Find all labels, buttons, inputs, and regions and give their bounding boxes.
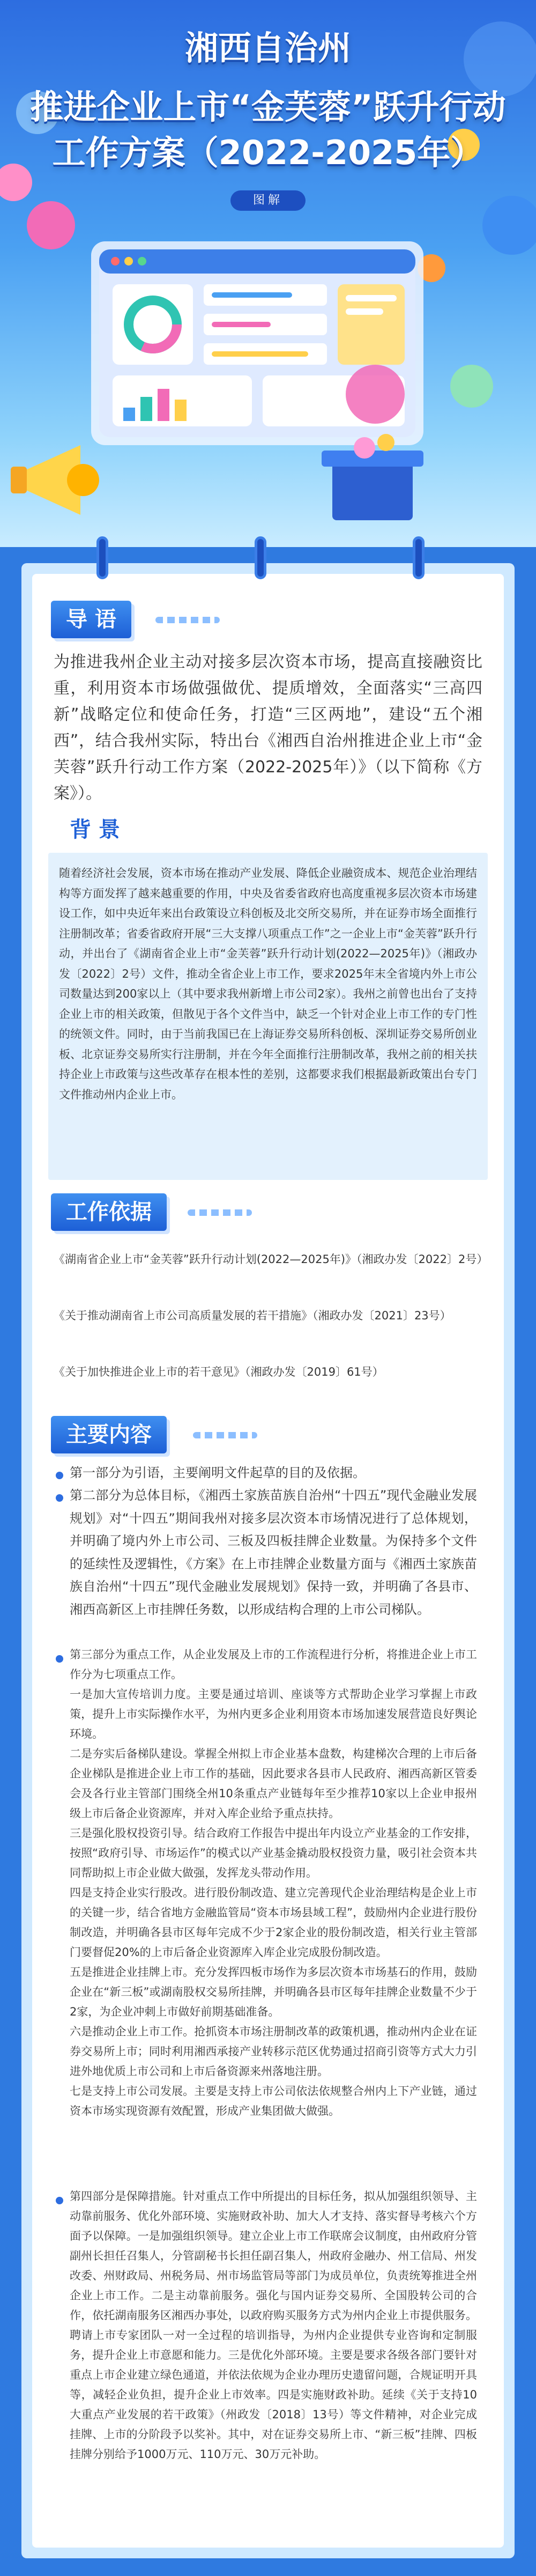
basis-item: 《关于加快推进企业上市的若干意见》（湘政办发〔2019〕61号） [54, 1365, 384, 1378]
background-paragraph: 随着经济社会发展，资本市场在推动产业发展、降低企业融资成本、规范企业治理结构等方面发挥了越来越重要的作用，中央及省委省政府也高度重视多层次资本市场建设工作，如中央近年来出台政策设立科创板及北交所交易所，并在证券市场全面推行注册制改革；省委省政府开展“三大支撑八项重点工作”之一企业上市“金芙蓉”跃升行动，并出台了《湖南省企业上市“金芙蓉”跃升行动计划(2022—2025年)》（湘政办发〔2022〕2号）文件，推动全省企业上市工作，要求2025年末全省境内外上市公司数量达到200家以上（其中要求我州新增上市公司2家）。我州之前曾也出台了支持企业上市的相关政策，但散见于各个文件当中，缺乏一个针对企业上市工作的专门性的统领文件。同时，由于当前我国已在上海证券交易所科创板、深圳证券交易所创业板、北京证券交易所实行注册制，并在今年全面推行注册制改革，我州之前的相关扶持企业上市政策与这些改革存在根本性的差别，这都要求我们根据最新政策出台专门文件推动州内企业上市。 [59, 867, 477, 1101]
binder-ring [96, 536, 108, 579]
title-line-1: 湘西自治州 [184, 28, 351, 68]
background-heading-wrap [70, 813, 150, 845]
dots-decoration [193, 1432, 257, 1438]
binder-ring [413, 536, 425, 579]
main-item: 第三部分为重点工作，从企业发展及上市的工作流程进行分析，将推进企业上市工作分为七项重点工作。 一是加大宣传培训力度。主要是通过培训、座谈等方式帮助企业学习掌握上市政策，提升上市实际操作水平，为州内更多企业利用资本市场加速发展营造良好舆论环境。 二是夯实后备梯队建设。掌握全州拟上市企业基本盘数，构建梯次合理的上市后备企业梯队是推进企业上市工作的基础，因此要求各县市人民政府、湘西高新区管委会及各行业主管部门围绕全州10条重点产业链每年至少推荐10家以上企业申报州级上市后备企业资源库，并对入库企业给予重点扶持。 三是强化股权投资引导。结合政府工作报告中提出年内设立产业基金的工作安排，按照“政府引导、市场运作”的模式以产业基金撬动股权投资力量，吸引社会资本共同帮助拟上市企业做大做强，发挥龙头带动作用。 四是支持企业实行股改。进行股份制改造、建立完善现代企业治理结构是企业上市的关键一步，结合省地方金融监管局“资本市场县域工程”，鼓励州内企业进行股份制改造，并明确各县市区每年完成不少于2家企业的股份制改造，相关行业主管部门要督促20%的上市后备企业资源库入库企业完成股份制改造。 五是推进企业挂牌上市。充分发挥四板市场作为多层次资本市场基石的作用，鼓励企业在“新三板”或湖南股权交易所挂牌，并明确各县市区每年挂牌企业数量不少于2家，为企业冲刺上市做好前期基础准备。 六是推动企业上市工作。抢抓资本市场注册制改革的政策机遇，推动州内企业在证券交易所上市；同时利用湘西承接产业转移示范区优势通过招商引资等方式大力引进外地优质上市公司和上市后备资源来州落地注册。 七是支持上市公司发展。主要是支持上市公司依法依规整合州内上下产业链，通过资本市场实现资源有效配置，形成产业集团做大做强。 [70, 1648, 477, 2117]
main-item: 第四部分是保障措施。针对重点工作中所提出的目标任务，拟从加强组织领导、主动靠前服务、优化外部环境、实施财政补助、加大人才支持、落实督导考核六个方面予以保障。一是加强组织领导。建立企业上市工作联席会议制度，由州政府分管副州长担任召集人，分管副秘书长担任副召集人，州政府金融办、州工信局、州发改委、州财政局、州税务局、州市场监管局等部门为成员单位，负责统筹推进全州企业上市工作。二是主动靠前服务。强化与国内证券交易所、全国股转公司的合作，依托湖南服务区湘西办事处，以政府购买服务方式为州内企业上市提供服务。聘请上市专家团队一对一全过程的培训指导，为州内企业提供专业咨询和定制服务，提升企业上市意愿和能力。三是优化外部环境。主要是要求各级各部门要针对重点上市企业建立绿色通道，并依法依规为企业办理历史遗留问题，合规证明开具等，减轻企业负担，提升企业上市效率。四是实施财政补助。延续《关于支持10大重点产业发展的若干政策》（州政发〔2018〕13号）等文件精神，对企业完成挂牌、上市的分阶段予以奖补。其中，对在证券交易所上市、“新三板”挂牌、四板挂牌分别给予1000万元、110万元、30万元补助。 [70, 2190, 477, 2461]
main-item: 第一部分为引语，主要阐明文件起草的目的及依据。 [70, 1465, 366, 1480]
main-item: 第二部分为总体目标，《湘西土家族苗族自治州“十四五”现代金融业发展规划》对“十四五”期间我州对接多层次资本市场情况进行了总体规划，并明确了境内外上市公司、三板及四板挂牌企业数量。为保持多个文件的延续性及逻辑性，《方案》在上市挂牌企业数量方面与《湘西土家族苗族自治州“十四五”现代金融业发展规划》保持一致，并明确了各县市、湘西高新区上市挂牌任务数，以形成结构合理的上市公司梯队。 [70, 1488, 477, 1617]
gift-box-graphic [322, 434, 423, 520]
basis-item: 《关于推动湖南省上市公司高质量发展的若干措施》（湘政办发〔2021〕23号） [54, 1309, 451, 1322]
background-heading: 背 景 [70, 817, 120, 842]
graphic-badge: 图解 [230, 190, 306, 211]
binder-ring [255, 536, 266, 579]
title-line-3: 工作方案（2022-2025年） [52, 133, 484, 172]
dots-decoration [155, 617, 220, 623]
blue-ball-decoration [482, 196, 536, 255]
bullet-icon [56, 1655, 63, 1663]
megaphone-graphic [11, 445, 99, 515]
bullet-icon [56, 2197, 63, 2204]
bullet-icon [56, 1494, 63, 1502]
main-content-heading: 主要内容 [51, 1416, 167, 1453]
basis-item: 《湖南省企业上市“金芙蓉”跃升行动计划(2022—2025年)》（湘政办发〔2022〕2号） [54, 1253, 488, 1266]
pink-ball-decoration [27, 201, 75, 249]
intro-paragraph: 为推进我州企业主动对接多层次资本市场，提高直接融资比重，利用资本市场做强做优、提质增效，全面落实“三高四新”战略定位和使命任务，打造“三区两地”，建设“五个湘西”，结合我州实际，特出台《湘西自治州推进企业上市“金芙蓉”跃升行动工作方案（2022-2025年）》（以下简称《方案》）。 [54, 653, 482, 803]
dots-decoration [188, 1209, 252, 1216]
dashboard-monitor-graphic [91, 241, 423, 445]
intro-heading: 导 语 [51, 601, 131, 638]
title-line-2: 推进企业上市“金芙蓉”跃升行动 [30, 87, 506, 127]
basis-heading: 工作依据 [51, 1193, 167, 1231]
green-ball-decoration [450, 365, 493, 408]
bullet-icon [56, 1472, 63, 1479]
hero-banner [0, 0, 536, 547]
